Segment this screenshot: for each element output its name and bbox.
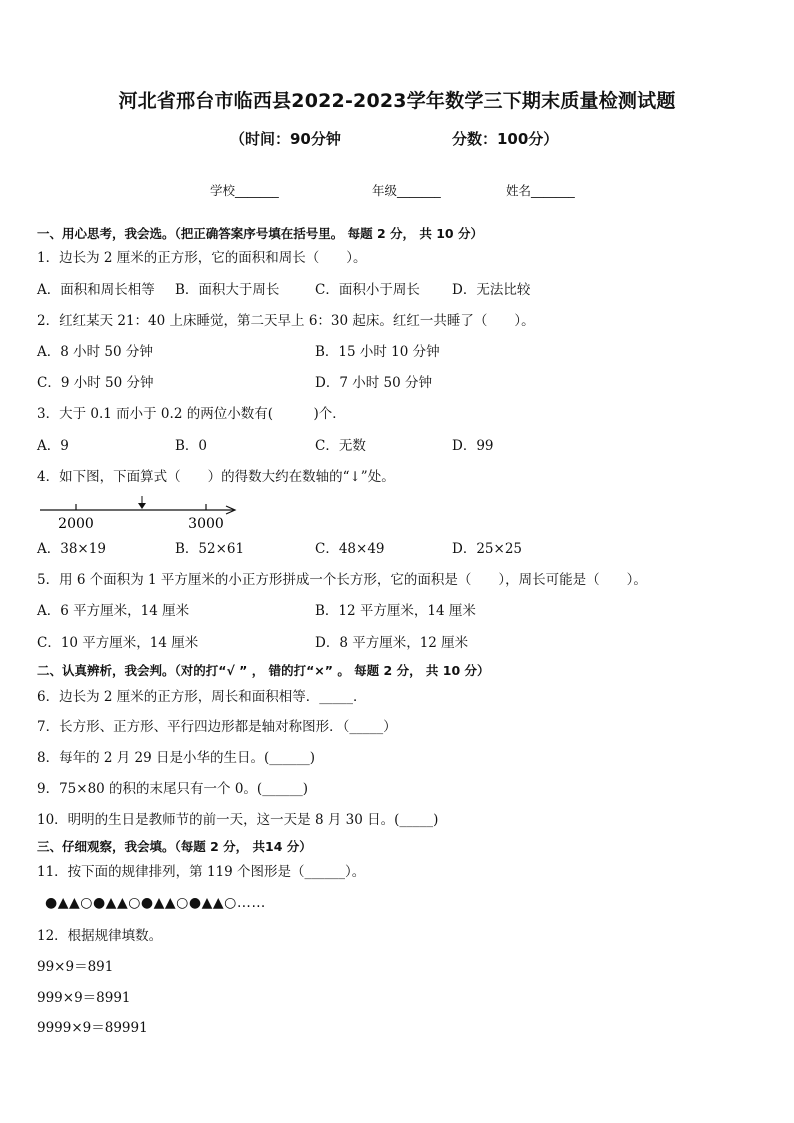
question-9: 9．75×80 的积的末尾只有一个 0。(______) bbox=[37, 781, 308, 797]
q3-option-c: C．无数 bbox=[315, 438, 366, 454]
axis-label-left: 2000 bbox=[58, 516, 94, 532]
q1-option-d: D．无法比较 bbox=[452, 282, 531, 298]
question-2: 2．红红某天 21：40 上床睡觉，第二天早上 6：30 起床。红红一共睡了（ ）。 bbox=[37, 313, 535, 329]
q2-option-d: D．7 小时 50 分钟 bbox=[315, 375, 432, 391]
q4-option-d: D．25×25 bbox=[452, 541, 522, 557]
pattern-line-1: 99×9＝891 bbox=[37, 959, 114, 975]
pattern-line-3: 9999×9＝89991 bbox=[37, 1020, 148, 1036]
q3-option-a: A．9 bbox=[37, 438, 69, 454]
section-1-heading: 一、用心思考，我会选。（把正确答案序号填在括号里。 每题 2 分， 共 10 分） bbox=[37, 226, 483, 241]
q2-option-a: A．8 小时 50 分钟 bbox=[37, 344, 153, 360]
q1-option-b: B．面积大于周长 bbox=[175, 282, 280, 298]
q4-option-c: C．48×49 bbox=[315, 541, 385, 557]
question-12: 12．根据规律填数。 bbox=[37, 928, 163, 944]
question-7: 7．长方形、正方形、平行四边形都是轴对称图形．（_____） bbox=[37, 719, 397, 735]
shape-sequence: ●▲▲○●▲▲○●▲▲○●▲▲○…… bbox=[45, 895, 266, 911]
number-line-figure bbox=[36, 495, 246, 535]
question-10: 10．明明的生日是教师节的前一天，这一天是 8 月 30 日。(_____) bbox=[37, 812, 439, 828]
q2-option-c: C．9 小时 50 分钟 bbox=[37, 375, 154, 391]
name-field: 姓名_______ bbox=[506, 183, 575, 198]
q5-option-a: A．6 平方厘米，14 厘米 bbox=[37, 603, 190, 619]
exam-score: 分数：100分） bbox=[452, 130, 559, 148]
question-6: 6．边长为 2 厘米的正方形，周长和面积相等．_____． bbox=[37, 689, 367, 705]
section-3-heading: 三、仔细观察，我会填。（每题 2 分， 共14 分） bbox=[37, 839, 312, 854]
question-5: 5．用 6 个面积为 1 平方厘米的小正方形拼成一个长方形，它的面积是（ ），周长可能是（ ）。 bbox=[37, 572, 647, 588]
q4-option-b: B．52×61 bbox=[175, 541, 245, 557]
down-arrow-icon bbox=[138, 503, 146, 509]
exam-time: （时间：90分钟 bbox=[230, 130, 341, 148]
q5-option-d: D．8 平方厘米，12 厘米 bbox=[315, 635, 469, 651]
grade-field: 年级_______ bbox=[372, 183, 441, 198]
axis-label-right: 3000 bbox=[188, 516, 224, 532]
question-1: 1．边长为 2 厘米的正方形，它的面积和周长（ ）。 bbox=[37, 250, 367, 266]
q1-option-a: A．面积和周长相等 bbox=[37, 282, 155, 298]
question-3: 3．大于 0.1 而小于 0.2 的两位小数有( )个． bbox=[37, 406, 346, 422]
q2-option-b: B．15 小时 10 分钟 bbox=[315, 344, 440, 360]
q1-option-c: C．面积小于周长 bbox=[315, 282, 420, 298]
school-field: 学校_______ bbox=[210, 183, 279, 198]
section-2-heading: 二、认真辨析，我会判。（对的打“√ ” ， 错的打“×” 。 每题 2 分， 共 10 分） bbox=[37, 663, 490, 678]
question-4: 4．如下图，下面算式（ ）的得数大约在数轴的“↓”处。 bbox=[37, 469, 395, 485]
question-8: 8．每年的 2 月 29 日是小华的生日。(______) bbox=[37, 750, 316, 766]
q3-option-d: D．99 bbox=[452, 438, 494, 454]
q4-option-a: A．38×19 bbox=[37, 541, 106, 557]
page-title: 河北省邢台市临西县2022-2023学年数学三下期末质量检测试题 bbox=[118, 90, 676, 112]
q3-option-b: B．0 bbox=[175, 438, 208, 454]
q5-option-b: B．12 平方厘米，14 厘米 bbox=[315, 603, 476, 619]
question-11: 11．按下面的规律排列，第 119 个图形是（______）。 bbox=[37, 864, 366, 880]
q5-option-c: C．10 平方厘米，14 厘米 bbox=[37, 635, 199, 651]
pattern-line-2: 999×9＝8991 bbox=[37, 990, 131, 1006]
